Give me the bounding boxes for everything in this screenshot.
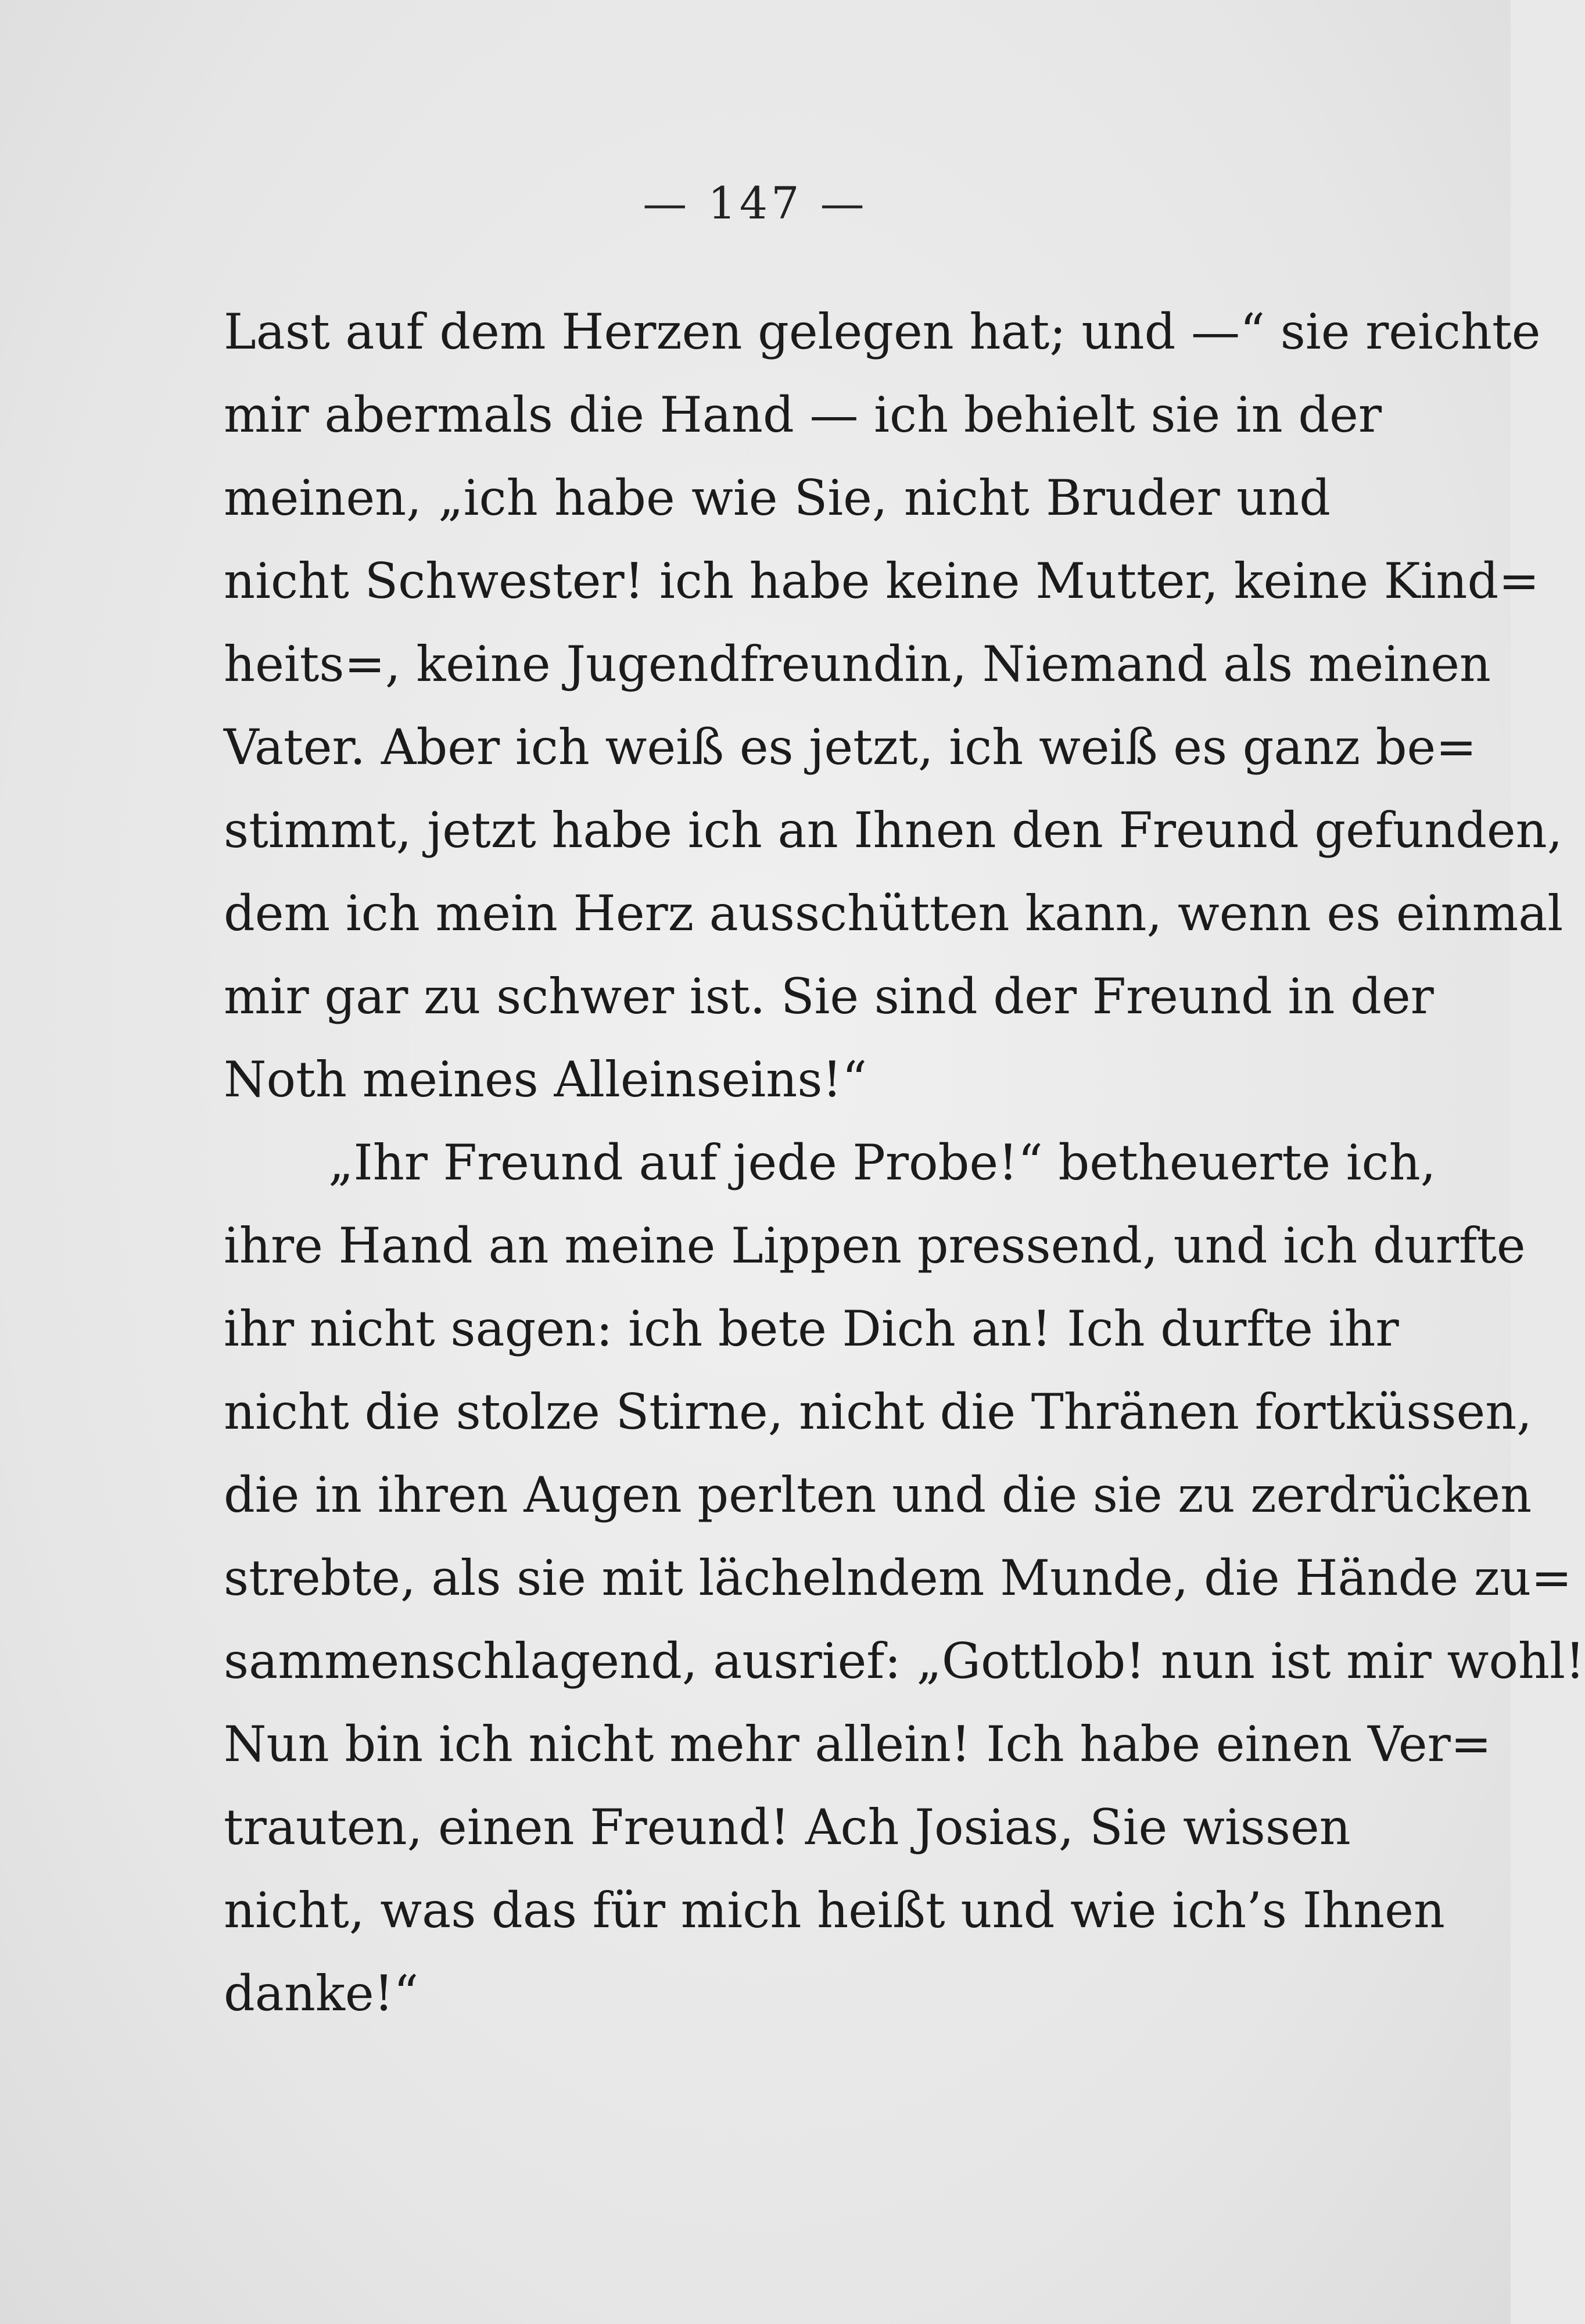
text-line: Last auf dem Herzen gelegen hat; und —“ sie reichte [224,303,1541,360]
text-line: Nun bin ich nicht mehr allein! Ich habe einen Ver= [224,1716,1492,1773]
text-line: mir abermals die Hand — ich behielt sie in der [224,386,1382,443]
text-line: Vater. Aber ich weiß es jetzt, ich weiß es ganz be= [224,719,1477,776]
text-line: dem ich mein Herz ausschütten kann, wenn es einmal [224,885,1564,942]
text-line: die in ihren Augen perlten und die sie zu zerdrücken [224,1466,1532,1523]
text-line: nicht, was das für mich heißt und wie ich’s Ihnen [224,1882,1445,1939]
text-line: trauten, einen Freund! Ach Josias, Sie wissen [224,1799,1351,1856]
text-line: sammenschlagend, ausrief: „Gottlob! nun ist mir wohl! [224,1633,1585,1690]
text-line: mir gar zu schwer ist. Sie sind der Freund in der [224,968,1434,1025]
text-line: meinen, „ich habe wie Sie, nicht Bruder und [224,469,1331,526]
text-line: stimmt, jetzt habe ich an Ihnen den Freund gefunden, [224,802,1563,859]
body-text [224,290,1585,2035]
text-line: „Ihr Freund auf jede Probe!“ betheuerte ich, [328,1134,1436,1191]
text-line: nicht die stolze Stirne, nicht die Thränen fortküssen, [224,1383,1533,1440]
text-line: ihre Hand an meine Lippen pressend, und ich durfte [224,1217,1526,1274]
text-line: strebte, als sie mit lächelndem Munde, die Hände zu= [224,1550,1572,1606]
text-line: nicht Schwester! ich habe keine Mutter, keine Kind= [224,553,1540,609]
page-number: — 147 — [643,177,868,229]
text-line: heits=, keine Jugendfreundin, Niemand als meinen [224,636,1491,693]
text-line: Noth meines Alleinseins!“ [224,1051,867,1108]
text-line: danke!“ [224,1965,419,2022]
text-line: ihr nicht sagen: ich bete Dich an! Ich durfte ihr [224,1300,1399,1357]
